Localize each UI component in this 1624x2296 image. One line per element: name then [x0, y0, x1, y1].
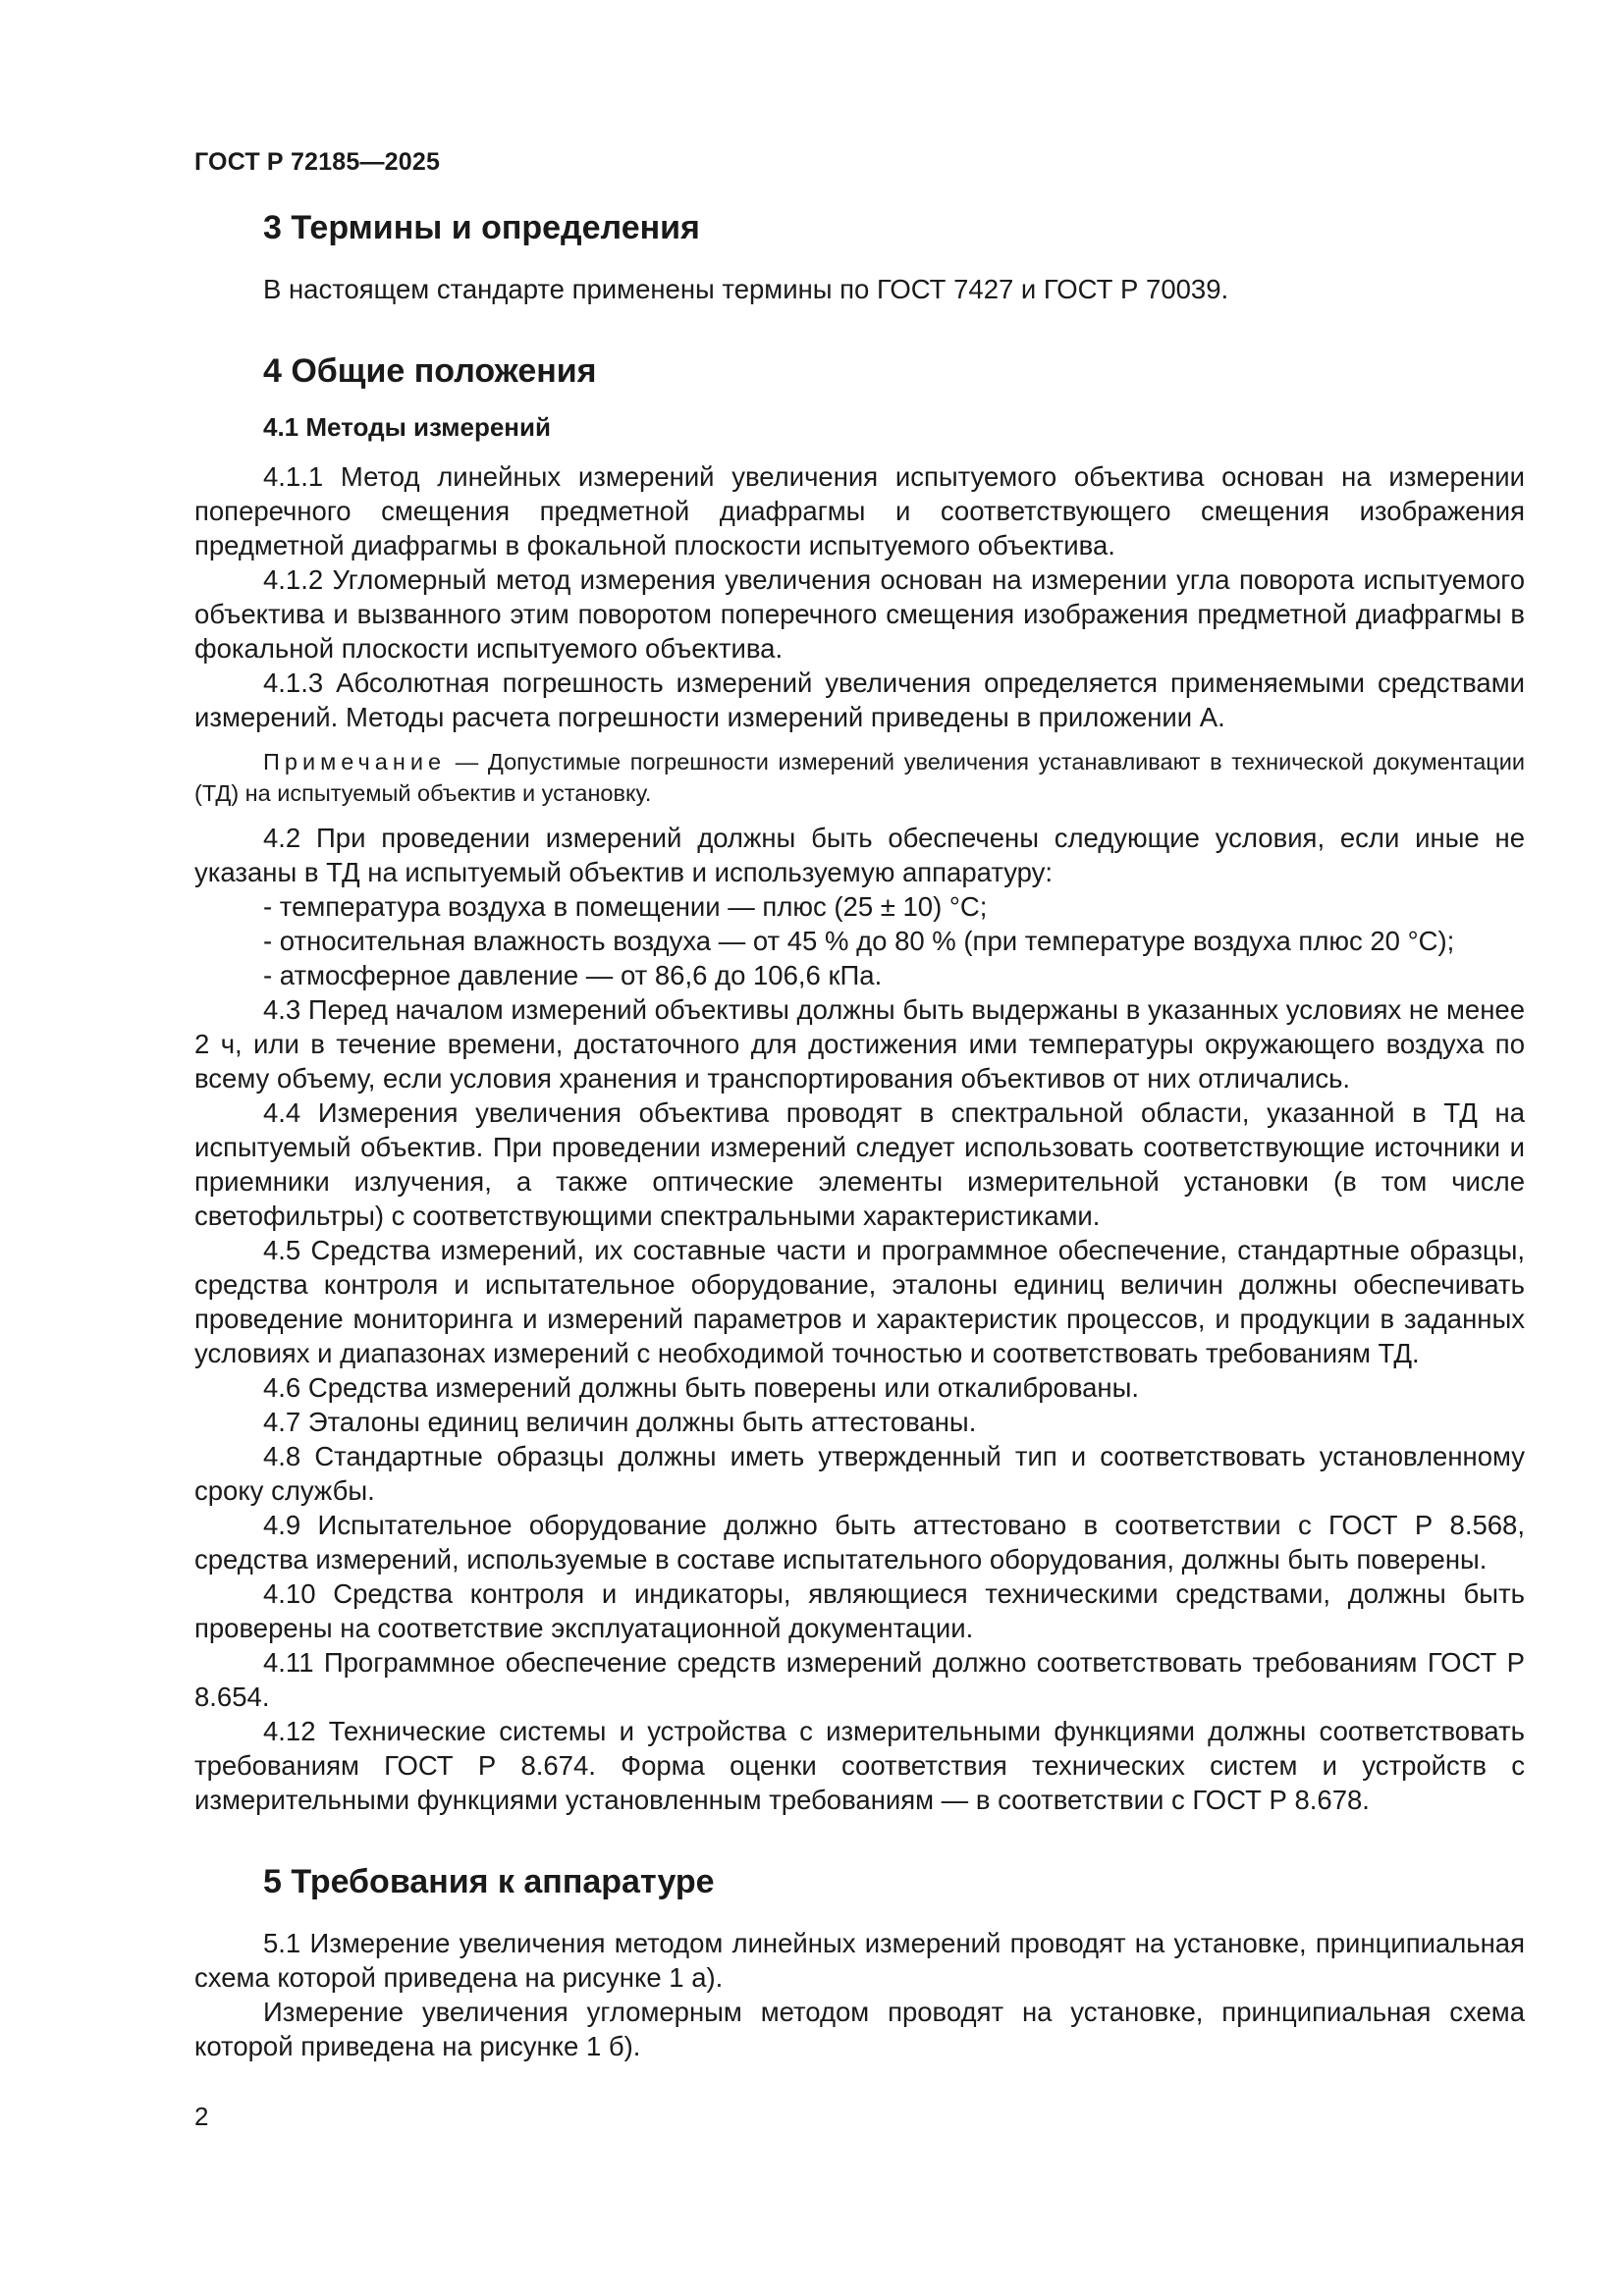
- condition-pressure: - атмосферное давление — от 86,6 до 106,6 кПа.: [263, 960, 883, 991]
- paragraph-4-4: 4.4 Измерения увеличения объектива проводят в спектральной области, указанной в ТД на испытуемый объектив. При проведении измерений следует использовать соответствующие источники и приемники излучения, а также оптические элементы измерительной установки (в том числе светофильтры) с соответствующими спектральными характеристиками.: [194, 1097, 1525, 1232]
- page-content: [194, 208, 1525, 2063]
- paragraph-5-1: 5.1 Измерение увеличения методом линейных измерений проводят на установке, принципиальная схема которой приведена на рисунке 1 а).: [194, 1928, 1525, 1994]
- paragraph-4-2: 4.2 При проведении измерений должны быть обеспечены следующие условия, если иные не указаны в ТД на испытуемый объектив и используемую аппаратуру:: [194, 823, 1525, 888]
- paragraph-5-1-continued: Измерение увеличения угломерным методом проводят на установке, принципиальная схема которой приведена на рисунке 1 б).: [194, 1997, 1525, 2062]
- note-text: — Допустимые погрешности измерений увеличения устанавливают в технической документации (ТД) на испытуемый объектив и установку.: [194, 749, 1525, 807]
- note: [194, 746, 1525, 809]
- condition-humidity: - относительная влажность воздуха — от 45 % до 80 % (при температуре воздуха плюс 20 °С);: [263, 926, 1455, 957]
- note-label: Примечание: [263, 749, 447, 775]
- paragraph-4-9: 4.9 Испытательное оборудование должно быть аттестовано в соответствии с ГОСТ Р 8.568, средства измерений, используемые в составе испытательного оборудования, должны быть поверены.: [194, 1510, 1525, 1575]
- paragraph-4-1-2: 4.1.2 Угломерный метод измерения увеличения основан на измерении угла поворота испытуемого объектива и вызванного этим поворотом поперечного смещения изображения предметной диафрагмы в фокальной плоскости испытуемого объектива.: [194, 564, 1525, 665]
- paragraph-4-1-1: 4.1.1 Метод линейных измерений увеличения испытуемого объектива основан на измерении поперечного смещения предметной диафрагмы и соответствующего смещения изображения предметной диафрагмы в фокальной плоскости испытуемого объектива.: [194, 461, 1525, 561]
- subsection-4-1-heading: 4.1 Методы измерений: [263, 411, 551, 442]
- section-3-text: В настоящем стандарте применены термины по ГОСТ 7427 и ГОСТ Р 70039.: [263, 273, 1229, 304]
- document-header: ГОСТ Р 72185—2025: [194, 148, 441, 176]
- paragraph-4-1-3: 4.1.3 Абсолютная погрешность измерений увеличения определяется применяемыми средствами измерений. Методы расчета погрешности измерений приведены в приложении А.: [194, 667, 1525, 733]
- section-3-heading: 3 Термины и определения: [263, 209, 700, 246]
- section-4-heading: 4 Общие положения: [263, 351, 597, 390]
- paragraph-4-11: 4.11 Программное обеспечение средств измерений должно соответствовать требованиям ГОСТ Р 8.654.: [194, 1647, 1525, 1713]
- paragraph-4-12: 4.12 Технические системы и устройства с измерительными функциями должны соответствовать требованиям ГОСТ Р 8.674. Форма оценки соответствия технических систем и устройств с измерительными функциями установленным требованиям — в соответствии с ГОСТ Р 8.678.: [194, 1716, 1525, 1816]
- paragraph-4-8: 4.8 Стандартные образцы должны иметь утвержденный тип и соответствовать установленному сроку службы.: [194, 1441, 1525, 1507]
- page-number: 2: [194, 2102, 209, 2131]
- section-5-heading: 5 Требования к аппаратуре: [263, 1863, 715, 1901]
- paragraph-4-6: 4.6 Средства измерений должны быть поверены или откалиброваны.: [263, 1372, 1140, 1404]
- paragraph-4-5: 4.5 Средства измерений, их составные части и программное обеспечение, стандартные образцы, средства контроля и испытательное оборудование, эталоны единиц величин должны обеспечивать проведение мониторинга и измерений параметров и характеристик процессов, и продукции в заданных условиях и диапазонах измерений с необходимой точностью и соответствовать требованиям ТД.: [194, 1235, 1525, 1369]
- paragraph-4-3: 4.3 Перед началом измерений объективы должны быть выдержаны в указанных условиях не менее 2 ч, или в течение времени, достаточного для достижения ими температуры окружающего воздуха по всему объему, если условия хранения и транспортирования объективов от них отличались.: [194, 994, 1525, 1095]
- paragraph-4-10: 4.10 Средства контроля и индикаторы, являющиеся техническими средствами, должны быть проверены на соответствие эксплуатационной документации.: [194, 1578, 1525, 1644]
- condition-temperature: - температура воздуха в помещении — плюс (25 ± 10) °С;: [263, 891, 988, 923]
- paragraph-4-7: 4.7 Эталоны единиц величин должны быть аттестованы.: [263, 1407, 977, 1438]
